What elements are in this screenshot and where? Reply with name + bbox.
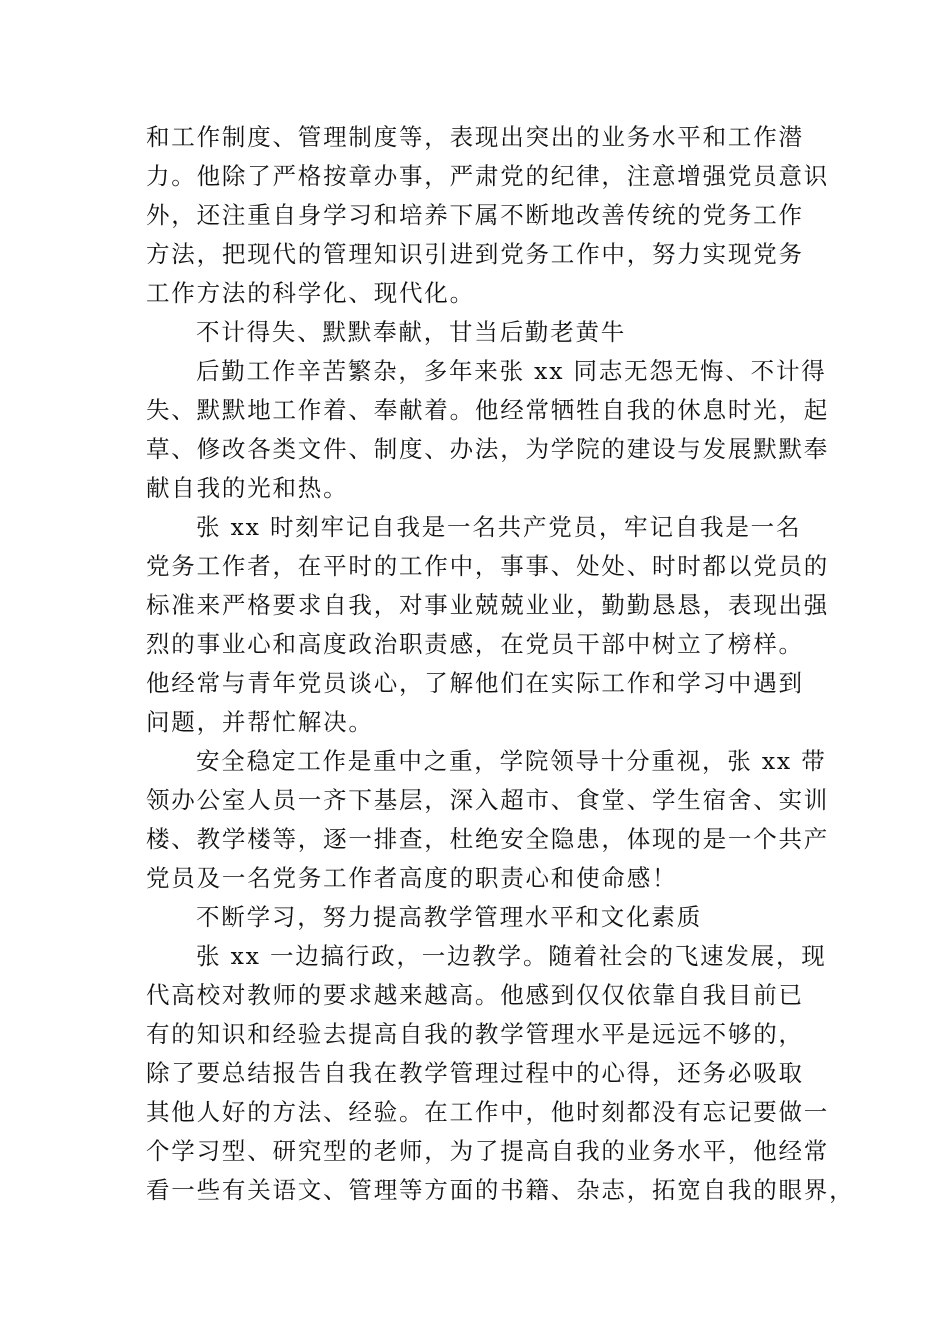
- text-line: 其他人好的方法、经验。在工作中，他时刻都没有忘记要做一: [146, 1098, 830, 1126]
- text-line: 失、默默地工作着、奉献着。他经常牺牲自我的休息时光，起: [146, 396, 830, 424]
- text-line: 烈的事业心和高度政治职责感，在党员干部中树立了榜样。: [146, 630, 804, 658]
- text-line: 个学习型、研究型的老师，为了提高自我的业务水平，他经常: [146, 1137, 830, 1165]
- text-line: 他经常与青年党员谈心，了解他们在实际工作和学习中遇到: [146, 669, 804, 697]
- text-line: 党务工作者，在平时的工作中，事事、处处、时时都以党员的: [146, 552, 830, 580]
- text-line: 看一些有关语文、管理等方面的书籍、杂志，拓宽自我的眼界，: [146, 1176, 855, 1204]
- text-line: 领办公室人员一齐下基层，深入超市、食堂、学生宿舍、实训: [146, 786, 830, 814]
- text-line: 工作方法的科学化、现代化。: [146, 279, 475, 307]
- text-line: 楼、教学楼等，逐一排查，杜绝安全隐患，体现的是一个共产: [146, 825, 830, 853]
- text-line: 党员及一名党务工作者高度的职责心和使命感！: [146, 864, 678, 892]
- section-heading: 不断学习，努力提高教学管理水平和文化素质: [196, 903, 702, 931]
- paragraph-first-line: 后勤工作辛苦繁杂，多年来张 xx 同志无怨无悔、不计得: [196, 357, 827, 385]
- text-line: 力。他除了严格按章办事，严肃党的纪律，注意增强党员意识: [146, 162, 830, 190]
- text-line: 除了要总结报告自我在教学管理过程中的心得，还务必吸取: [146, 1059, 804, 1087]
- text-line: 方法，把现代的管理知识引进到党务工作中，努力实现党务: [146, 240, 804, 268]
- paragraph-first-line: 张 xx 时刻牢记自我是一名共产党员，牢记自我是一名: [196, 513, 802, 541]
- text-line: 问题，并帮忙解决。: [146, 708, 374, 736]
- text-line: 有的知识和经验去提高自我的教学管理水平是远远不够的，: [146, 1020, 804, 1048]
- text-line: 标准来严格要求自我，对事业兢兢业业，勤勤恳恳，表现出强: [146, 591, 830, 619]
- text-line: 外，还注重自身学习和培养下属不断地改善传统的党务工作: [146, 201, 804, 229]
- paragraph-first-line: 安全稳定工作是重中之重，学院领导十分重视，张 xx 带: [196, 747, 827, 775]
- text-line: 献自我的光和热。: [146, 474, 349, 502]
- text-line: 代高校对教师的要求越来越高。他感到仅仅依靠自我目前已: [146, 981, 804, 1009]
- text-line: 草、修改各类文件、制度、办法，为学院的建设与发展默默奉: [146, 435, 830, 463]
- text-line: 和工作制度、管理制度等，表现出突出的业务水平和工作潜: [146, 123, 804, 151]
- section-heading: 不计得失、默默奉献，甘当后勤老黄牛: [196, 318, 627, 346]
- paragraph-first-line: 张 xx 一边搞行政，一边教学。随着社会的飞速发展，现: [196, 942, 827, 970]
- document-body: [146, 118, 855, 1210]
